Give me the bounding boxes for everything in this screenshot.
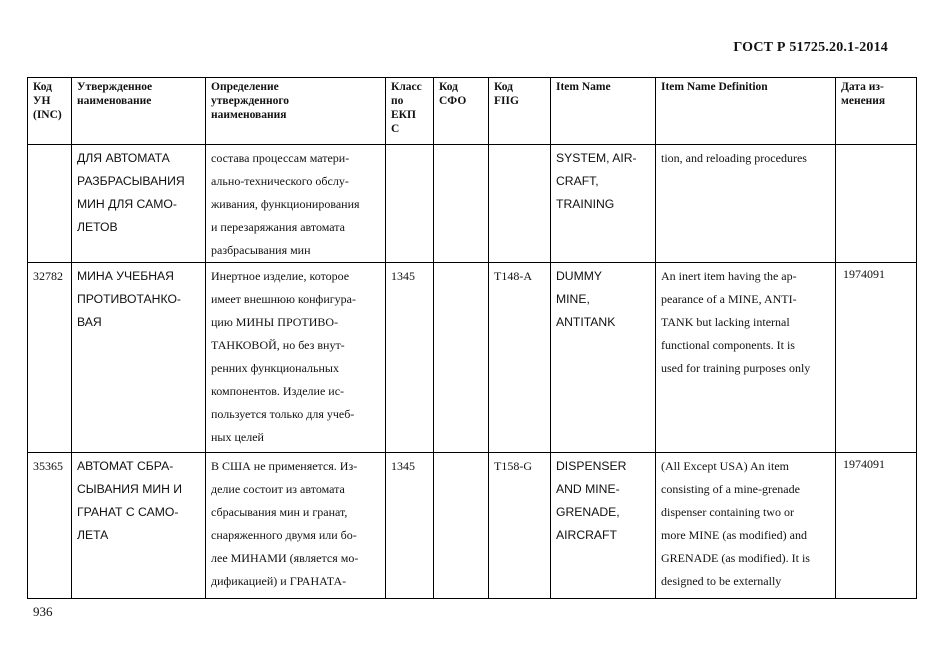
definition-line: ТАНКОВОЙ, но без внут- [211,338,345,352]
header-text: наименования [211,109,287,121]
sfo-code-cell [434,263,489,453]
approved-name-cell [72,263,206,453]
table-row [28,453,917,599]
sfo-code-cell [434,145,489,263]
item-name-line: AIRCRAFT [556,528,617,542]
definition-line: лее МИНАМИ (является мо- [211,551,359,565]
item-name-line: AND MINE- [556,482,620,496]
header-text: по [391,95,404,107]
definition-line: имеет внешнюю конфигура- [211,292,357,306]
standard-designation: ГОСТ Р 51725.20.1-2014 [733,40,888,55]
class-code-cell [386,145,434,263]
definition-line: разбрасывания мин [211,243,311,257]
col-change-date [836,78,917,145]
definition-line: ально-технического обслу- [211,174,349,188]
approved-name-line: АВТОМАТ СБРА- [77,459,174,473]
fiig-code-cell [489,263,551,453]
change-date-cell [836,145,917,263]
header-text: наименование [77,95,152,107]
approved-name-line: МИНА УЧЕБНАЯ [77,269,174,283]
change-date-cell [836,263,917,453]
col-approved-name [72,78,206,145]
item-name-definition-line: GRENADE (as modified). It is [661,551,810,565]
item-name-definition-cell [656,453,836,599]
approved-name-line: МИН ДЛЯ САМО- [77,197,177,211]
change-date: 1974091 [843,267,885,281]
approved-name-line: ДЛЯ АВТОМАТА [77,151,170,165]
col-sfo-code [434,78,489,145]
col-item-name [551,78,656,145]
page-number: 936 [33,604,53,619]
change-date-cell [836,453,917,599]
item-name-definition-line: TANK but lacking internal [661,315,790,329]
definition-line: живания, функционирования [211,197,360,211]
header-text: УН [33,95,51,107]
header-text: Item Name Definition [661,81,768,93]
approved-name-cell [72,145,206,263]
class-code: 1345 [391,459,415,473]
item-name-definition-cell [656,263,836,453]
table-body [28,145,917,599]
definition-line: ных целей [211,430,264,444]
definition-line: снаряженного двумя или бо- [211,528,357,542]
definition-line: делие состоит из автомата [211,482,345,496]
item-name-cell [551,263,656,453]
item-name-definition-line: (All Except USA) An item [661,459,789,473]
item-name-cell [551,145,656,263]
col-inc-code [28,78,72,145]
item-name-line: ANTITANK [556,315,616,329]
header-text: Item Name [556,81,611,93]
item-name-definition-cell [656,145,836,263]
header-text: Код [494,81,514,93]
header-text: FIIG [494,95,519,107]
item-name-line: MINE, [556,292,590,306]
item-name-line: CRAFT, [556,174,599,188]
col-fiig-code [489,78,551,145]
item-name-line: SYSTEM, AIR- [556,151,637,165]
definition-line: цию МИНЫ ПРОТИВО- [211,315,339,329]
class-code-cell [386,453,434,599]
class-code-cell [386,263,434,453]
item-name-line: GRENADE, [556,505,620,519]
fiig-code-cell [489,145,551,263]
approved-name-line: СЫВАНИЯ МИН И [77,482,183,496]
header-text: менения [841,95,886,107]
definition-cell [206,145,386,263]
fiig-code: T148-A [494,269,532,283]
change-date: 1974091 [843,457,885,471]
approved-name-line: ГРАНАТ С САМО- [77,505,179,519]
table-header-row [28,78,917,145]
header-text: Определение [211,81,279,93]
item-name-definition-line: consisting of a mine-grenade [661,482,800,496]
item-name-cell [551,453,656,599]
item-name-definition-line: tion, and reloading procedures [661,151,807,165]
item-name-definition-line: An inert item having the ap- [661,269,797,283]
definition-line: Инертное изделие, которое [211,269,350,283]
approved-name-line: ЛЕТА [77,528,109,542]
approved-name-line: ПРОТИВОТАНКО- [77,292,181,306]
item-name-line: DUMMY [556,269,603,283]
item-name-definition-line: more MINE (as modified) and [661,528,807,542]
col-definition [206,78,386,145]
col-class [386,78,434,145]
approved-name-line: ЛЕТОВ [77,220,118,234]
header-text: ЕКП [391,109,416,121]
inc-code-cell [28,453,72,599]
table-row [28,263,917,453]
col-item-definition [656,78,836,145]
fiig-code-cell [489,453,551,599]
header-text: Код [439,81,459,93]
item-name-definition-line: used for training purposes only [661,361,811,375]
approved-name-line: РАЗБРАСЫВАНИЯ [77,174,185,188]
definition-line: состава процессам матери- [211,151,350,165]
sfo-code-cell [434,453,489,599]
item-name-line: TRAINING [556,197,615,211]
definition-cell [206,263,386,453]
item-name-definition-line: pearance of a MINE, ANTI- [661,292,797,306]
header-text: Дата из- [841,81,884,93]
header-text: СФО [439,95,467,107]
fiig-code: T158-G [494,459,532,473]
definition-line: пользуется только для учеб- [211,407,355,421]
approved-name-line: ВАЯ [77,315,102,329]
definition-line: В США не применяется. Из- [211,459,358,473]
item-name-definition-line: functional components. It is [661,338,795,352]
header-text: Код [33,81,53,93]
header-text: (INC) [33,109,62,121]
inc-code-cell [28,263,72,453]
table-row [28,145,917,263]
definition-line: компонентов. Изделие ис- [211,384,345,398]
item-name-definition-line: designed to be externally [661,574,782,588]
definition-cell [206,453,386,599]
header-text: Утвержденное [77,81,153,93]
header-text: С [391,123,400,135]
item-name-definition-line: dispenser containing two or [661,505,794,519]
catalog-table [27,77,917,599]
definition-line: и перезаряжания автомата [211,220,346,234]
definition-line: сбрасывания мин и гранат, [211,505,348,519]
inc-code: 32782 [33,269,63,283]
header-text: утвержденного [211,95,290,107]
inc-code-cell [28,145,72,263]
item-name-line: DISPENSER [556,459,627,473]
header-text: Класс [391,81,422,93]
approved-name-cell [72,453,206,599]
class-code: 1345 [391,269,415,283]
change-date [841,147,911,149]
definition-line: дификацией) и ГРАНАТА- [211,574,347,588]
definition-line: ренних функциональных [211,361,339,375]
inc-code: 35365 [33,459,63,473]
